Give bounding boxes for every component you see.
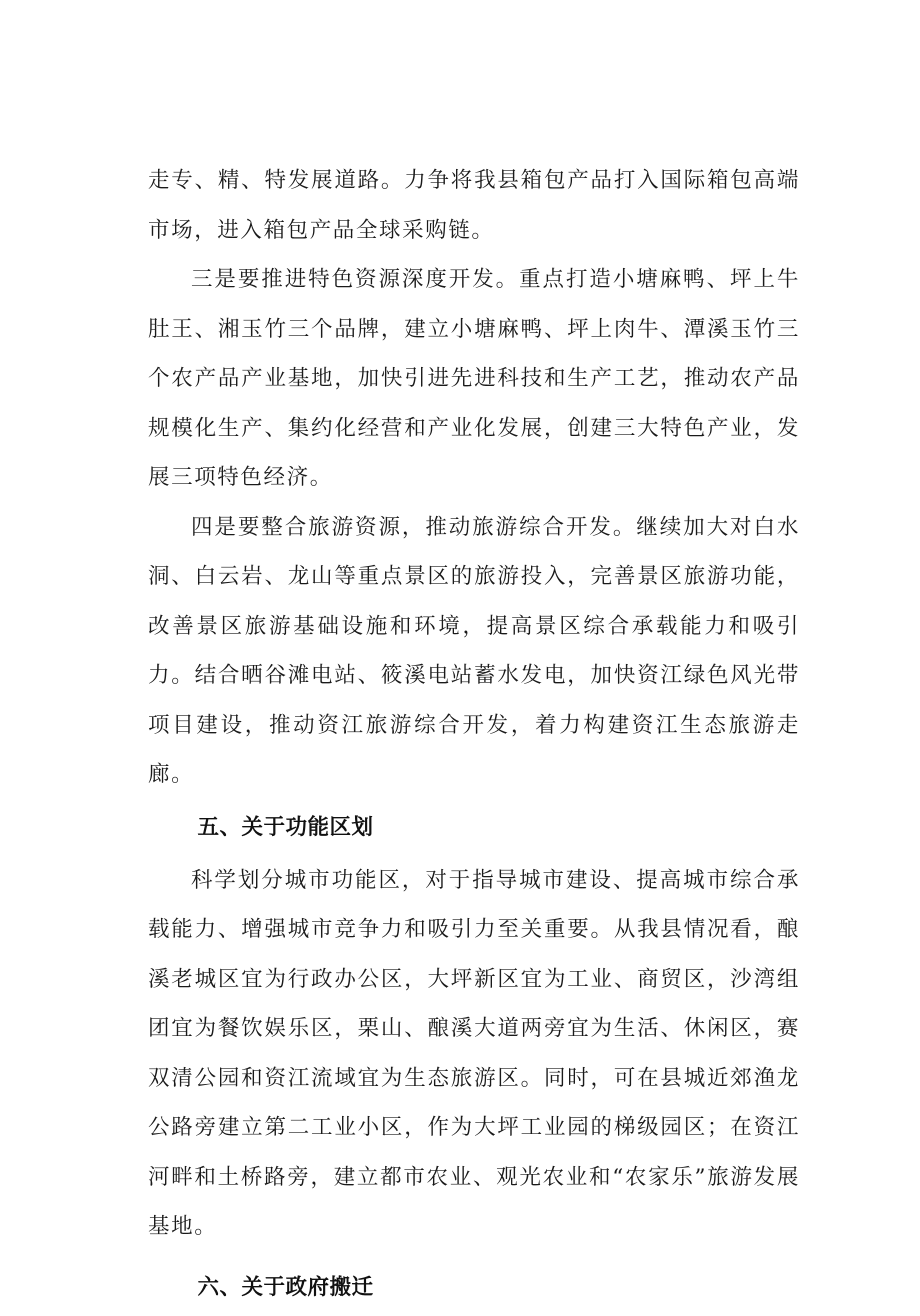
section-heading-government-relocation: 六、关于政府搬迁 xyxy=(197,1274,374,1300)
document-body xyxy=(148,156,800,1316)
paragraph-specialty-resources: 三是要推进特色资源深度开发。重点打造小塘麻鸭、坪上牛肚王、湘玉竹三个品牌，建立小塘麻鸭、坪上肉牛、潭溪玉竹三个农产品产业基地，加快引进先进科技和生产工艺，推动农产品规模化生产、集约化经营和产业化发展，创建三大特色产业，发展三项特色经济。 xyxy=(148,267,800,490)
section-heading-functional-zoning: 五、关于功能区划 xyxy=(197,814,374,840)
paragraph-tourism-resources: 四是要整合旅游资源，推动旅游综合开发。继续加大对白水洞、白云岩、龙山等重点景区的旅游投入，完善景区旅游功能，改善景区旅游基础设施和环境，提高景区综合承载能力和吸引力。结合晒谷滩电站、筱溪电站蓄水发电，加快资江绿色风光带项目建设，推动资江旅游综合开发，着力构建资江生态旅游走廊。 xyxy=(148,514,800,787)
paragraph-continuation: 走专、精、特发展道路。力争将我县箱包产品打入国际箱包高端市场，进入箱包产品全球采购链。 xyxy=(148,168,800,243)
paragraph-functional-zoning: 科学划分城市功能区，对于指导城市建设、提高城市综合承载能力、增强城市竞争力和吸引力至关重要。从我县情况看，酿溪老城区宜为行政办公区，大坪新区宜为工业、商贸区，沙湾组团宜为餐饮娱乐区，栗山、酿溪大道两旁宜为生活、休闲区，赛双清公园和资江流域宜为生态旅游区。同时，可在县城近郊渔龙公路旁建立第二工业小区，作为大坪工业园的梯级园区；在资江河畔和土桥路旁，建立都市农业、观光农业和“农家乐”旅游发展基地。 xyxy=(148,867,800,1239)
